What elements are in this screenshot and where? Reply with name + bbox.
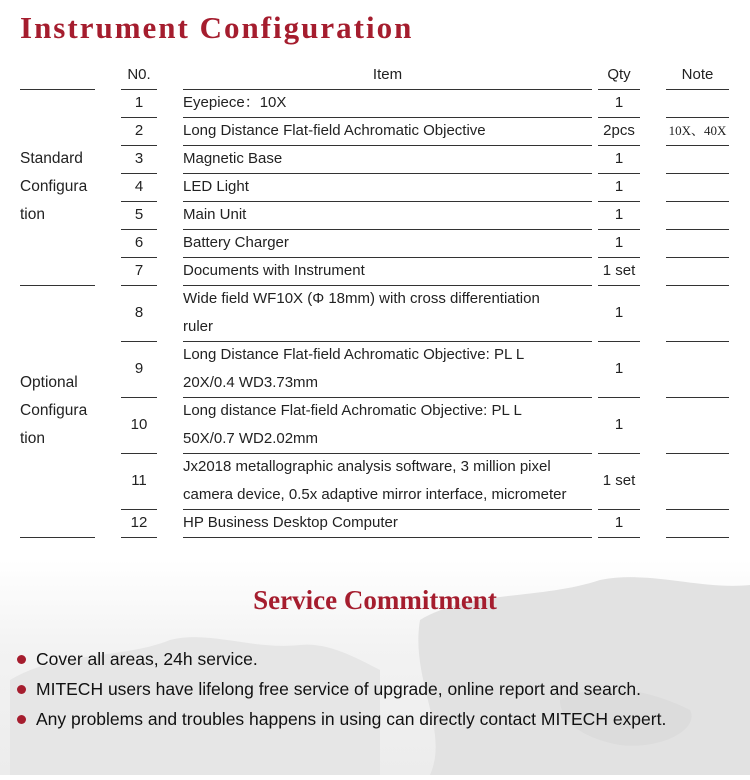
row-qty: 1 — [614, 416, 624, 433]
section-label: Configura — [20, 178, 88, 195]
row-item-line: camera device, 0.5x adaptive mirror interface, micrometer — [183, 486, 567, 503]
row-item-line: Wide field WF10X (Φ 18mm) with cross differentiation — [183, 290, 540, 307]
row-item-line: ruler — [183, 318, 214, 335]
service-item-text: Cover all areas, 24h service. — [36, 649, 258, 669]
header-qty: Qty — [607, 66, 631, 83]
row-divider — [666, 537, 729, 538]
row-qty: 1 — [614, 206, 624, 223]
row-number: 8 — [134, 304, 144, 321]
row-note — [666, 397, 729, 453]
row-number: 3 — [134, 150, 144, 167]
row-qty: 2pcs — [603, 122, 635, 139]
row-divider — [20, 537, 95, 538]
row-item — [183, 145, 592, 173]
bullet-icon — [17, 655, 26, 664]
row-item — [183, 117, 592, 145]
header-item: Item — [372, 66, 403, 83]
row-item — [183, 201, 592, 229]
row-note — [666, 341, 729, 397]
row-item-line: Long distance Flat-field Achromatic Objective: PL L — [183, 402, 522, 419]
row-item — [183, 173, 592, 201]
row-number: 1 — [134, 94, 144, 111]
header-note: Note — [681, 66, 714, 83]
row-item-line: Magnetic Base — [183, 150, 283, 167]
row-item-line: Battery Charger — [183, 234, 289, 251]
row-qty: 1 — [614, 94, 624, 111]
row-item — [183, 257, 592, 285]
row-number: 6 — [134, 234, 144, 251]
row-number: 7 — [134, 262, 144, 279]
row-divider — [20, 89, 95, 90]
bullet-icon — [17, 685, 26, 694]
service-item — [17, 709, 666, 730]
row-item — [183, 453, 592, 509]
row-qty: 1 set — [602, 262, 636, 279]
row-qty: 1 — [614, 514, 624, 531]
row-item-line: HP Business Desktop Computer — [183, 514, 398, 531]
row-qty: 1 — [614, 178, 624, 195]
section-label: Configura — [20, 402, 88, 419]
row-item — [183, 285, 592, 341]
service-item-text: Any problems and troubles happens in using can directly contact MITECH expert. — [36, 709, 667, 729]
row-item — [183, 397, 592, 453]
section-label: Standard — [20, 150, 83, 167]
row-number: 2 — [134, 122, 144, 139]
row-note — [666, 89, 729, 117]
row-item-line: Jx2018 metallographic analysis software, 3 million pixel — [183, 458, 551, 475]
service-item-text: MITECH users have lifelong free service of upgrade, online report and search. — [36, 679, 642, 699]
row-note: 10X、40X — [668, 123, 727, 138]
row-qty: 1 — [614, 234, 624, 251]
row-divider — [598, 537, 640, 538]
row-item-line: Documents with Instrument — [183, 262, 365, 279]
row-number: 5 — [134, 206, 144, 223]
row-note — [666, 285, 729, 341]
section-label: tion — [20, 206, 45, 223]
row-item-line: Long Distance Flat-field Achromatic Objective: PL L — [183, 346, 525, 363]
row-item-line: Main Unit — [183, 206, 247, 223]
row-item — [183, 229, 592, 257]
row-note — [666, 509, 729, 537]
row-qty: 1 — [614, 150, 624, 167]
bullet-icon — [17, 715, 26, 724]
row-number: 4 — [134, 178, 144, 195]
section-label: Optional — [20, 374, 78, 391]
service-item — [17, 679, 641, 700]
row-item — [183, 341, 592, 397]
row-note — [666, 453, 729, 509]
row-number: 9 — [134, 360, 144, 377]
row-qty: 1 — [614, 304, 624, 321]
row-item-line: Eyepiece：10X — [183, 94, 287, 111]
row-number: 12 — [130, 514, 148, 531]
row-item-line: 50X/0.7 WD2.02mm — [183, 430, 319, 447]
row-divider — [121, 537, 157, 538]
row-note — [666, 257, 729, 285]
row-note — [666, 229, 729, 257]
row-qty: 1 set — [602, 472, 636, 489]
header-no: N0. — [127, 66, 151, 83]
service-title: Service Commitment — [253, 585, 497, 615]
row-item-line: Long Distance Flat-field Achromatic Objective — [183, 122, 486, 139]
row-item-line: 20X/0.4 WD3.73mm — [183, 374, 319, 391]
row-number: 10 — [130, 416, 148, 433]
section-label: tion — [20, 430, 45, 447]
row-note — [666, 173, 729, 201]
row-item — [183, 509, 592, 537]
row-qty: 1 — [614, 360, 624, 377]
row-number: 11 — [131, 472, 147, 489]
row-note — [666, 201, 729, 229]
page-title: Instrument Configuration — [20, 10, 414, 45]
row-note — [666, 145, 729, 173]
row-divider — [183, 537, 592, 538]
service-item — [17, 649, 258, 670]
row-item-line: LED Light — [183, 178, 249, 195]
row-divider — [20, 285, 95, 286]
row-item — [183, 89, 592, 117]
